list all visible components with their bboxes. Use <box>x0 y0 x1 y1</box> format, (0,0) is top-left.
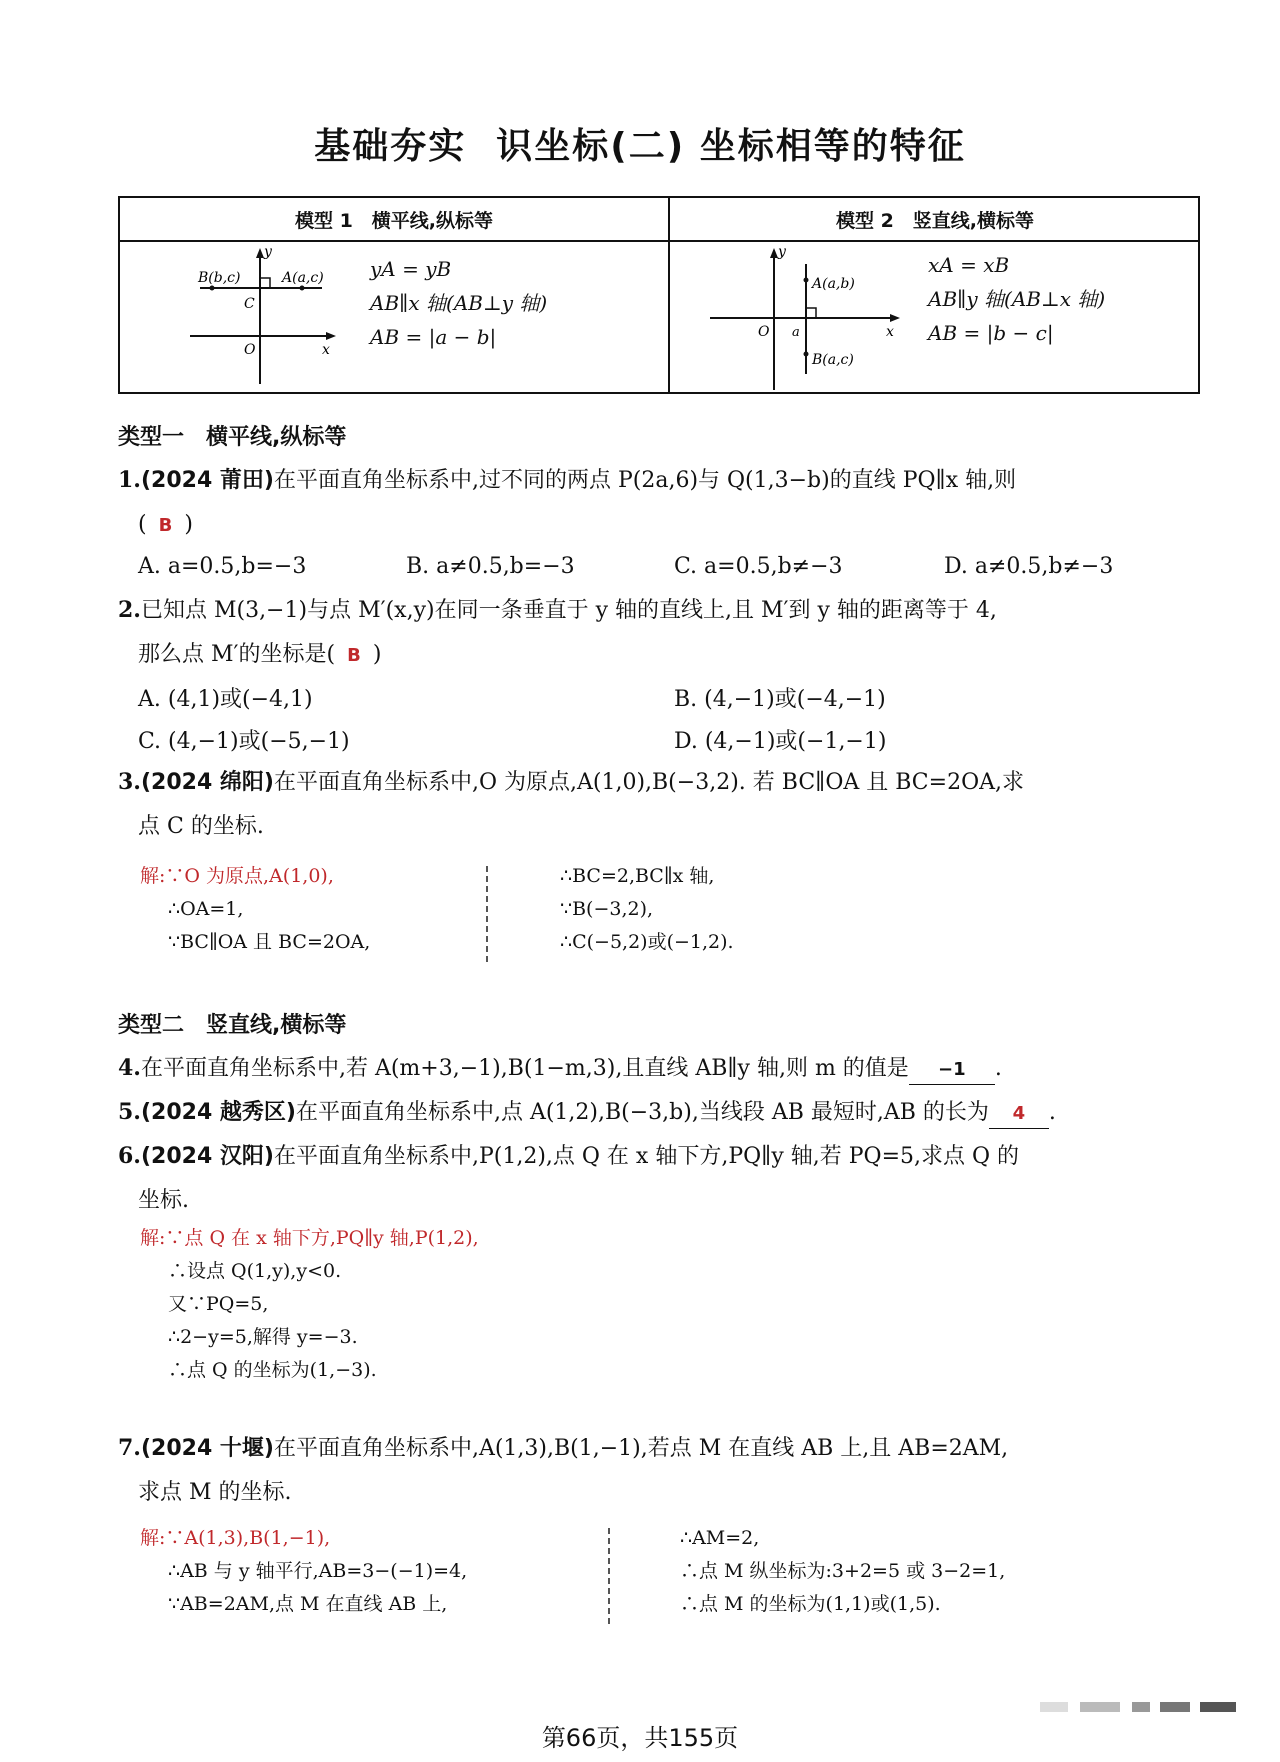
model2-formula-3: AB = |b − c| <box>928 321 1054 345</box>
q7-solution-left <box>140 1522 467 1621</box>
m1-x-label: x <box>322 342 330 358</box>
m2-a-tick-label: a <box>792 325 800 340</box>
q6-sol-4: ∴2−y=5,解得 y=−3. <box>168 1326 358 1348</box>
q4-answer: −1 <box>938 1059 966 1080</box>
q7-sol-left-2: ∴AB 与 y 轴平行,AB=3−(−1)=4, <box>168 1560 468 1582</box>
q7-sol-left-1: 解:∵A(1,3),B(1,−1), <box>140 1527 331 1549</box>
model-table <box>118 196 1200 394</box>
question-6 <box>118 1134 1019 1223</box>
question-1 <box>118 458 1016 548</box>
q6-source: (2024 汉阳) <box>140 1144 274 1169</box>
q7-sol-right-3: ∴点 M 的坐标为(1,1)或(1,5). <box>680 1593 941 1615</box>
q5-number: 5. <box>118 1099 141 1125</box>
model2-formula-1: xA = xB <box>928 253 1010 277</box>
m2-origin-label: O <box>758 324 770 340</box>
q1-answer: B <box>158 515 173 536</box>
q1-option-b: B. a≠0.5,b=−3 <box>406 554 575 579</box>
model2-formula-2: AB∥y 轴(AB⊥x 轴) <box>928 287 1106 311</box>
m1-c-label: C <box>244 296 255 312</box>
model2-diagram <box>710 244 910 392</box>
q3-solution-left <box>140 860 370 959</box>
q3-text: 在平面直角坐标系中,O 为原点,A(1,0),B(−3,2). 若 BC∥OA 且 BC=2OA,求 <box>273 770 1024 795</box>
q4-number: 4. <box>118 1055 141 1081</box>
q1-option-a: A. a=0.5,b=−3 <box>138 554 307 579</box>
q6-sol-3: 又∵PQ=5, <box>168 1293 269 1315</box>
q3-sol-left-1: 解:∵O 为原点,A(1,0), <box>140 865 334 887</box>
title-part2: 识坐标(二) 坐标相等的特征 <box>496 126 966 167</box>
q3-solution-right <box>560 860 734 959</box>
q1-option-d: D. a≠0.5,b≠−3 <box>944 554 1114 579</box>
q6-sol-1: 解:∵点 Q 在 x 轴下方,PQ∥y 轴,P(1,2), <box>140 1227 479 1249</box>
q5-end: . <box>1048 1100 1056 1125</box>
question-3 <box>118 760 1024 849</box>
model1-formula-1: yA = yB <box>370 257 452 281</box>
q2-option-a: A. (4,1)或(−4,1) <box>138 687 313 712</box>
m1-y-label: y <box>264 244 272 260</box>
section-type1-heading: 类型一 横平线,纵标等 <box>118 425 347 450</box>
m2-b-label: B(a,c) <box>812 352 854 368</box>
model-header-line <box>120 240 1198 242</box>
question-4 <box>118 1046 1002 1091</box>
q2-text-2: 那么点 M′的坐标是( <box>138 642 336 667</box>
q1-source: (2024 莆田) <box>140 468 274 493</box>
q5-source: (2024 越秀区) <box>140 1100 296 1125</box>
q1-paren-open: ( <box>138 512 147 537</box>
q5-text: 在平面直角坐标系中,点 A(1,2),B(−3,b),当线段 AB 最短时,AB 的长为 <box>295 1100 989 1125</box>
model1-diagram <box>190 244 340 392</box>
q6-solution <box>140 1222 479 1387</box>
q3-sol-right-3: ∴C(−5,2)或(−1,2). <box>560 931 734 953</box>
q2-option-d: D. (4,−1)或(−1,−1) <box>674 729 887 754</box>
m2-y-label: y <box>778 244 786 260</box>
q7-source: (2024 十堰) <box>140 1436 274 1461</box>
q1-text: 在平面直角坐标系中,过不同的两点 P(2a,6)与 Q(1,3−b)的直线 PQ∥x 轴,则 <box>273 468 1017 493</box>
q7-text-2: 求点 M 的坐标. <box>138 1480 292 1505</box>
m1-a-label: A(a,c) <box>282 270 324 286</box>
model1-formulas <box>370 252 547 354</box>
q1-option-c: C. a=0.5,b≠−3 <box>674 554 843 579</box>
q7-solution-separator <box>608 1528 610 1624</box>
q6-text: 在平面直角坐标系中,P(1,2),点 Q 在 x 轴下方,PQ∥y 轴,若 PQ=5,求点 Q 的 <box>273 1144 1020 1169</box>
q3-sol-left-3: ∵BC∥OA 且 BC=2OA, <box>168 931 371 953</box>
q6-text-2: 坐标. <box>138 1188 189 1213</box>
q2-option-c: C. (4,−1)或(−5,−1) <box>138 729 350 754</box>
q2-paren-close: ) <box>372 642 382 667</box>
q2-option-b: B. (4,−1)或(−4,−1) <box>674 687 886 712</box>
q2-text: 已知点 M(3,−1)与点 M′(x,y)在同一条垂直于 y 轴的直线上,且 M′到 y 轴的距离等于 4, <box>140 598 997 623</box>
q2-answer: B <box>347 645 361 666</box>
q3-text-2: 点 C 的坐标. <box>138 814 264 839</box>
m1-origin-label: O <box>244 342 256 358</box>
model2-formulas <box>928 248 1105 350</box>
q3-solution-separator <box>486 866 488 962</box>
question-2 <box>118 588 997 678</box>
q3-number: 3. <box>118 769 141 795</box>
model1-formula-3: AB = |a − b| <box>370 325 497 349</box>
page-title <box>0 118 1280 169</box>
model2-header: 模型 2 竖直线,横标等 <box>835 210 1035 232</box>
question-7 <box>118 1426 1008 1515</box>
q7-sol-left-3: ∵AB=2AM,点 M 在直线 AB 上, <box>168 1593 448 1615</box>
q3-sol-right-2: ∵B(−3,2), <box>560 898 654 920</box>
q3-sol-right-1: ∴BC=2,BC∥x 轴, <box>560 865 715 887</box>
q3-sol-left-2: ∴OA=1, <box>168 898 244 920</box>
q1-number: 1. <box>118 467 141 493</box>
m2-a-label: A(a,b) <box>812 276 855 292</box>
m1-b-label: B(b,c) <box>198 270 241 286</box>
q7-number: 7. <box>118 1435 141 1461</box>
q6-sol-5: ∴点 Q 的坐标为(1,−3). <box>168 1359 377 1381</box>
q7-sol-right-2: ∴点 M 纵坐标为:3+2=5 或 3−2=1, <box>680 1560 1006 1582</box>
model1-formula-2: AB∥x 轴(AB⊥y 轴) <box>370 291 548 315</box>
q4-end: . <box>994 1056 1002 1081</box>
q6-sol-2: ∴设点 Q(1,y),y<0. <box>168 1260 342 1282</box>
q5-answer: 4 <box>1012 1103 1026 1124</box>
scan-mark-bar <box>1040 1700 1240 1714</box>
q1-paren-close: ) <box>184 512 193 537</box>
m2-x-label: x <box>886 324 894 340</box>
section-type2-heading: 类型二 竖直线,横标等 <box>118 1013 347 1038</box>
q7-solution-right <box>680 1522 1005 1621</box>
q3-source: (2024 绵阳) <box>140 770 274 795</box>
q4-text: 在平面直角坐标系中,若 A(m+3,−1),B(1−m,3),且直线 AB∥y 轴,则 m 的值是 <box>140 1056 909 1081</box>
title-part1: 基础夯实 <box>314 126 467 167</box>
q7-sol-right-1: ∴AM=2, <box>680 1527 760 1549</box>
page-footer: 第66页，共155页 <box>541 1724 739 1752</box>
q7-text: 在平面直角坐标系中,A(1,3),B(1,−1),若点 M 在直线 AB 上,且 AB=2AM, <box>273 1436 1009 1461</box>
q6-number: 6. <box>118 1143 141 1169</box>
model1-header: 模型 1 横平线,纵标等 <box>294 210 494 232</box>
question-5 <box>118 1090 1056 1135</box>
q2-number: 2. <box>118 597 141 623</box>
